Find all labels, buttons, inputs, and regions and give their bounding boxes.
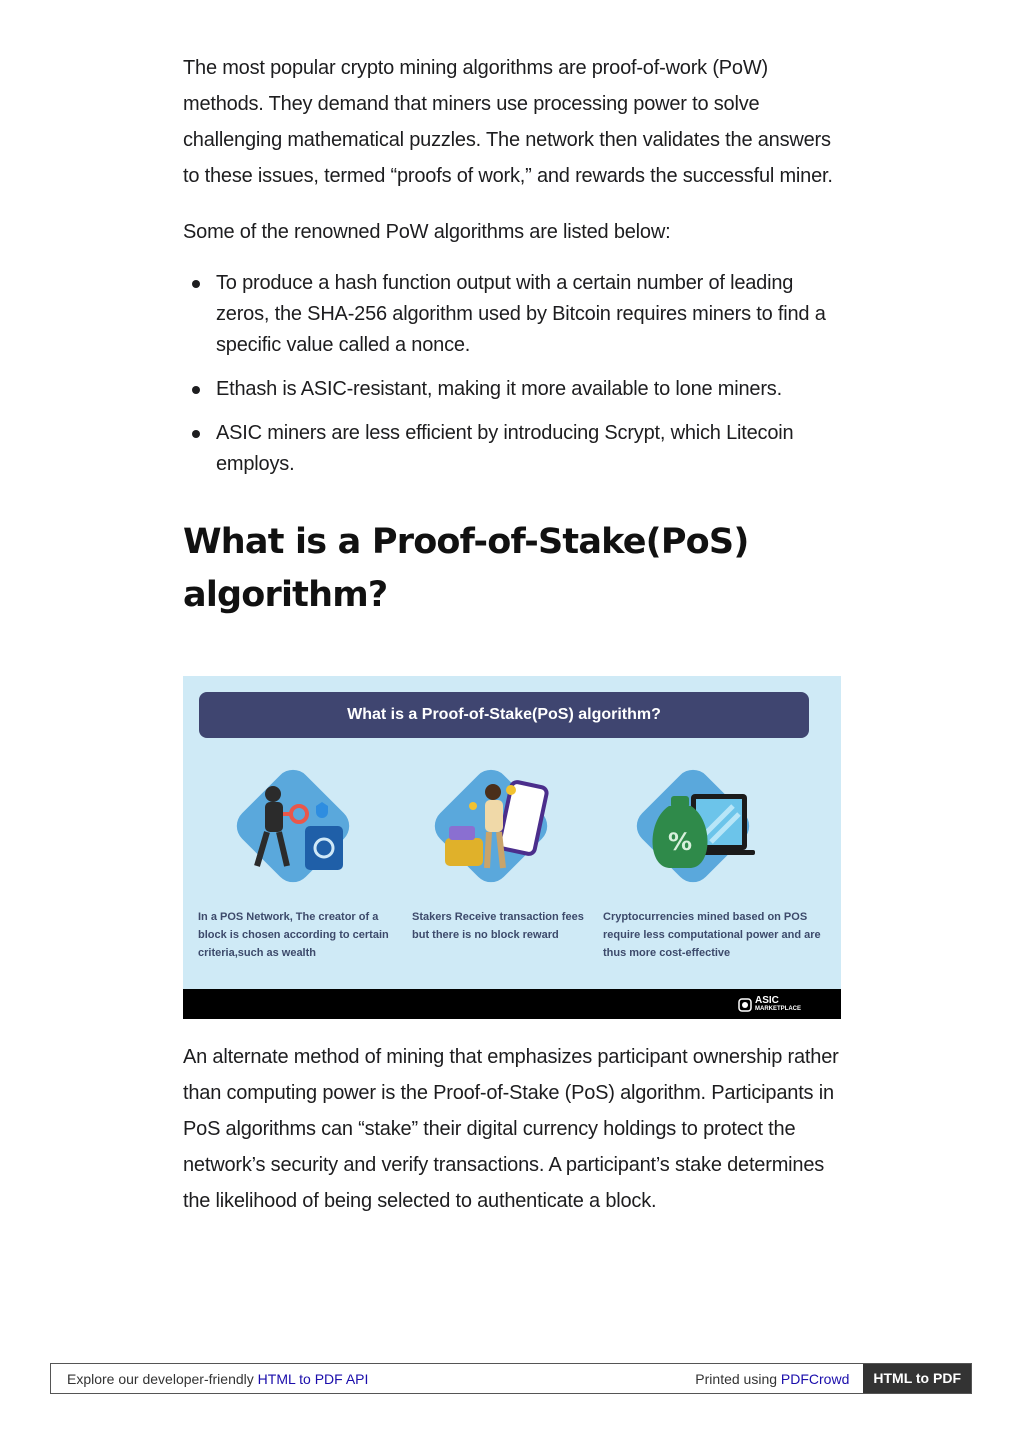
bullet-icon	[192, 386, 200, 394]
infographic-card-stakers	[391, 756, 591, 906]
footer-printed: Printed using PDFCrowd	[695, 1370, 850, 1387]
infographic-title: What is a Proof-of-Stake(PoS) algorithm?	[199, 692, 809, 738]
footer-explore: Explore our developer-friendly HTML to PDF API	[67, 1370, 369, 1387]
infographic-card-cost-text: Cryptocurrencies mined based on POS require less computational power and are thus more cost-effective	[603, 911, 821, 959]
pos-infographic-image	[183, 676, 841, 1019]
money-bag-laptop-icon	[613, 756, 773, 906]
asic-marketplace-logo: ASIC MARKETPLACE	[738, 996, 801, 1013]
list-item: ASIC miners are less efficient by introducing Scrypt, which Litecoin employs.	[183, 418, 843, 480]
infographic-card-creator-text: In a POS Network, The creator of a block is chosen according to certain criteria,such as wealth	[198, 911, 389, 959]
html-to-pdf-badge[interactable]: HTML to PDF	[863, 1364, 971, 1393]
infographic-card-cost	[593, 756, 793, 906]
bullet-icon	[192, 280, 200, 288]
infographic-card-creator	[193, 756, 393, 906]
paragraph-pow-intro: The most popular crypto mining algorithms are proof-of-work (PoW) methods. They demand that miners use processing power to solve challenging mathematical puzzles. The network then validates the answers to these issues, termed “proofs of work,” and rewards the successful miner.	[183, 57, 833, 187]
html-to-pdf-api-link[interactable]: HTML to PDF API	[257, 1370, 369, 1387]
bullet-icon	[192, 430, 200, 438]
svg-text:%: %	[667, 828, 693, 856]
list-item: To produce a hash function output with a certain number of leading zeros, the SHA-256 algorithm used by Bitcoin requires miners to find a specific value called a nonce.	[183, 268, 843, 361]
list-item: Ethash is ASIC-resistant, making it more available to lone miners.	[183, 374, 843, 405]
logo-icon	[738, 998, 752, 1012]
paragraph-pos-description: An alternate method of mining that emphasizes participant ownership rather than computing power is the Proof-of-Stake (PoS) algorithm. Participants in PoS algorithms can “stake” their digital currency holdings to protect the network’s security and verify transactions. A participant’s stake determines the likelihood of being selected to authenticate a block.	[183, 1046, 839, 1212]
article-body	[183, 50, 843, 622]
infographic-footer-strip	[183, 989, 841, 1019]
pdfcrowd-footer	[50, 1363, 972, 1394]
infographic-card-stakers-text: Stakers Receive transaction fees but there is no block reward	[412, 911, 584, 941]
pdfcrowd-link[interactable]: PDFCrowd	[780, 1370, 850, 1387]
article-body-continued	[183, 1039, 843, 1219]
pow-algorithm-list	[183, 268, 843, 480]
section-heading: What is a Proof-of-Stake(PoS) algorithm?	[183, 522, 749, 615]
paragraph-pow-list-intro: Some of the renowned PoW algorithms are listed below:	[183, 221, 671, 243]
person-wallet-phone-icon	[411, 756, 571, 906]
person-safe-key-icon	[213, 756, 373, 906]
